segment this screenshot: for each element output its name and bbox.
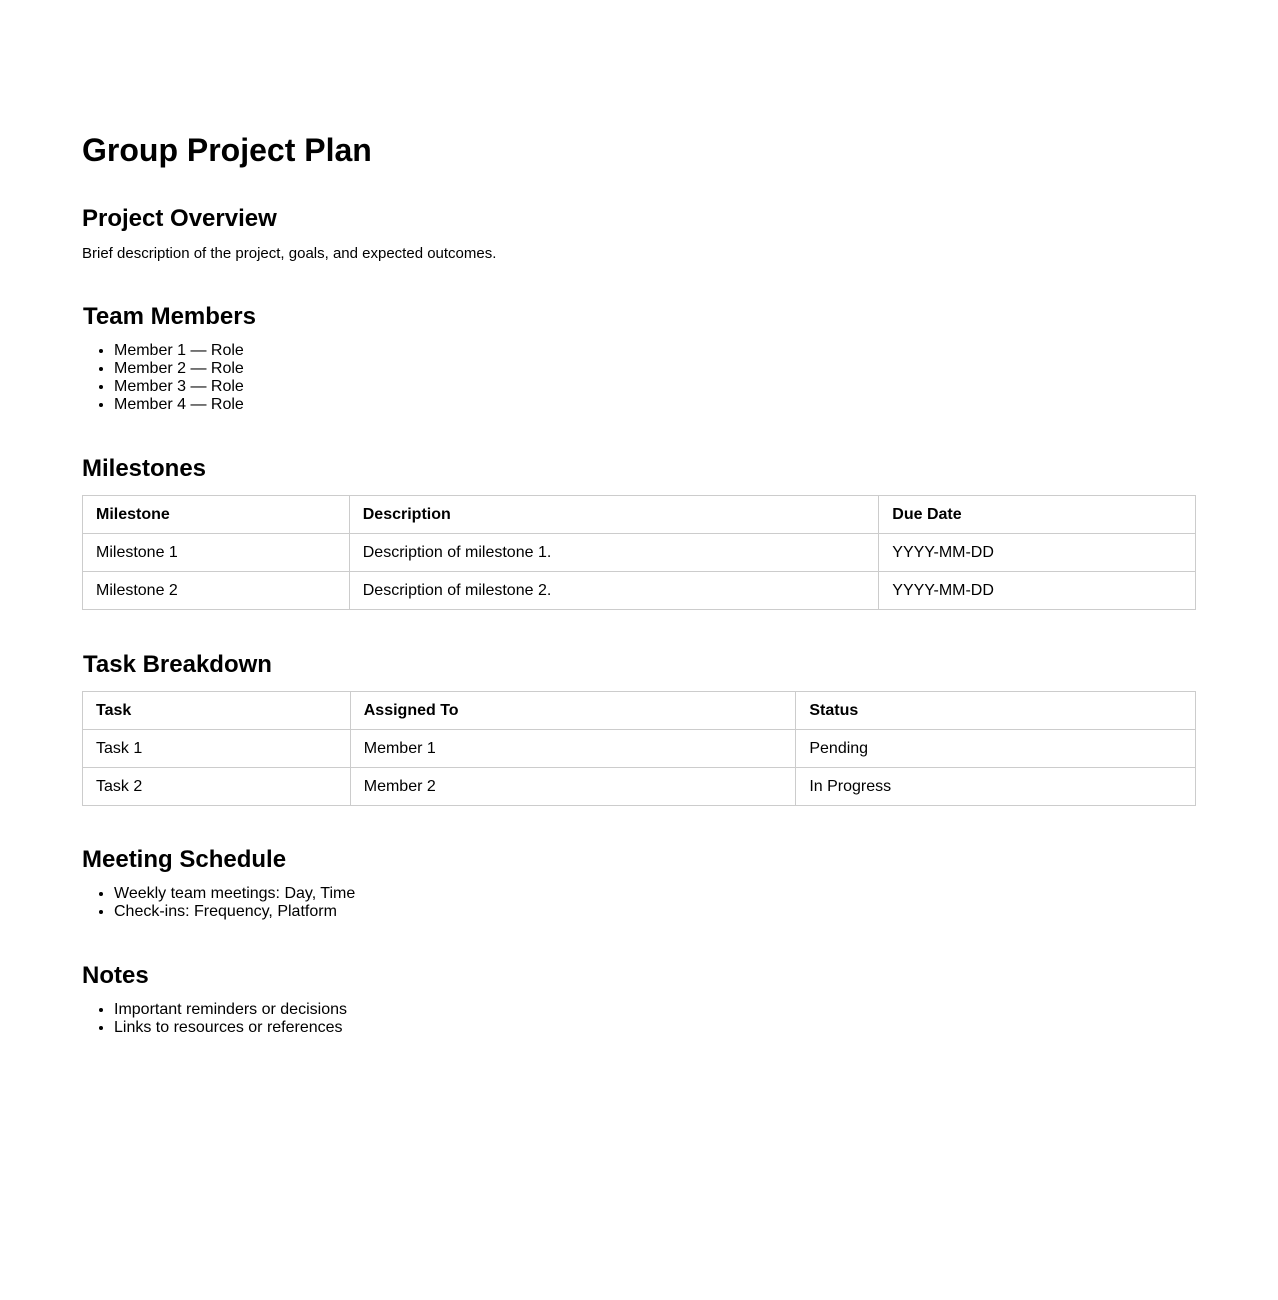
table-cell: Description of milestone 2. (349, 572, 879, 610)
milestones-heading: Milestones (82, 455, 207, 482)
table-row (83, 730, 1196, 768)
overview-heading: Project Overview (82, 205, 277, 232)
column-header-milestone: Milestone (83, 496, 350, 534)
table-cell: Task 1 (83, 730, 351, 768)
list-item: • Check-ins: Frequency, Platform (114, 903, 355, 921)
meeting-schedule-list (82, 885, 355, 921)
notes-list (82, 1001, 347, 1037)
column-header-status: Status (796, 692, 1196, 730)
table-cell: YYYY-MM-DD (879, 572, 1196, 610)
column-header-due-date: Due Date (879, 496, 1196, 534)
list-item: • Links to resources or references (114, 1019, 347, 1037)
list-item: • Member 4 — Role (114, 396, 244, 414)
list-item: • Member 3 — Role (114, 378, 244, 396)
table-cell: Milestone 1 (83, 534, 350, 572)
list-item: • Member 1 — Role (114, 342, 244, 360)
table-row (83, 572, 1196, 610)
table-cell: Task 2 (83, 768, 351, 806)
page-title: Group Project Plan (82, 132, 372, 168)
column-header-task: Task (83, 692, 351, 730)
column-header-description: Description (349, 496, 879, 534)
milestones-table (82, 495, 1196, 610)
meetings-heading: Meeting Schedule (82, 846, 287, 873)
notes-heading: Notes (82, 962, 149, 989)
table-header-row (83, 692, 1196, 730)
table-cell: YYYY-MM-DD (879, 534, 1196, 572)
table-cell: Member 1 (350, 730, 796, 768)
list-item: • Member 2 — Role (114, 360, 244, 378)
overview-text: Brief description of the project, goals, and expected outcomes. (82, 245, 497, 262)
table-cell: Milestone 2 (83, 572, 350, 610)
team-heading: Team Members (83, 303, 256, 330)
list-item: • Important reminders or decisions (114, 1001, 347, 1019)
table-row (83, 534, 1196, 572)
table-header-row (83, 496, 1196, 534)
tasks-heading: Task Breakdown (83, 651, 272, 678)
table-cell: Description of milestone 1. (349, 534, 879, 572)
list-item: • Weekly team meetings: Day, Time (114, 885, 355, 903)
tasks-table (82, 691, 1196, 806)
column-header-assigned-to: Assigned To (350, 692, 796, 730)
table-cell: Member 2 (350, 768, 796, 806)
team-members-list (82, 342, 244, 414)
table-row (83, 768, 1196, 806)
table-cell: Pending (796, 730, 1196, 768)
table-cell: In Progress (796, 768, 1196, 806)
